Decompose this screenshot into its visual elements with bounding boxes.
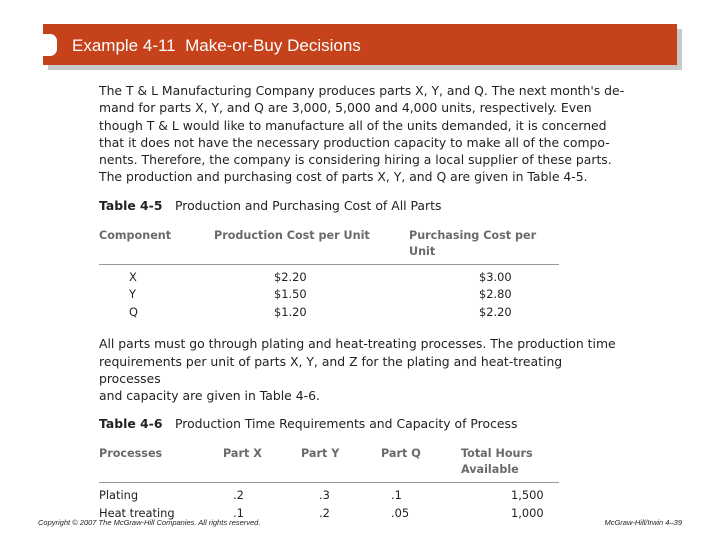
slide-content	[99, 82, 627, 522]
slide-title: Example 4-11 Make-or-Buy Decisions	[72, 36, 361, 55]
title-bar-tab	[43, 34, 57, 56]
cell: 1,000	[511, 505, 544, 520]
column-header: Part Q	[381, 447, 421, 461]
column-header: Part X	[223, 447, 262, 461]
intro-paragraph	[99, 82, 627, 186]
table-header-row	[99, 446, 627, 478]
header-divider	[99, 482, 559, 483]
table-header-row	[99, 228, 627, 260]
table-4-6-caption	[99, 416, 627, 432]
cell: Q	[129, 304, 138, 319]
table-title: Production Time Requirements and Capacity of Process	[175, 416, 518, 432]
table-4-6	[99, 446, 627, 522]
cell: X	[129, 269, 137, 284]
table-4-5	[99, 228, 627, 322]
table-row	[99, 304, 627, 322]
column-header: Component	[99, 228, 172, 242]
intro-line: The production and purchasing cost of parts X, Y, and Q are given in Table 4-5.	[99, 169, 588, 185]
cell: .2	[233, 488, 244, 503]
column-header: Production Cost per Unit	[214, 228, 370, 242]
cell: .05	[391, 505, 410, 520]
header-divider	[99, 264, 559, 265]
cell: $2.80	[479, 287, 512, 302]
cell: Y	[129, 287, 136, 302]
table-row	[99, 269, 627, 287]
cell: $1.20	[274, 304, 307, 319]
intro-line: The T & L Manufacturing Company produces parts X, Y, and Q. The next month's de-	[99, 83, 625, 98]
cell: Heat treating	[99, 505, 175, 520]
cell: .2	[319, 505, 330, 520]
intro-line: though T & L would like to manufacture all of the units demanded, it is concerned	[99, 117, 607, 133]
page-number: McGraw-Hill/Irwin 4–39	[604, 518, 682, 527]
cell: 1,500	[511, 488, 544, 503]
cell: $3.00	[479, 269, 512, 284]
table-row	[99, 286, 627, 304]
cell: .1	[233, 505, 244, 520]
column-header: Purchasing Cost per Unit	[409, 228, 537, 258]
table-4-5-caption	[99, 198, 627, 214]
middle-line: All parts must go through plating and heat-treating processes. The production time	[99, 336, 616, 352]
cell: $1.50	[274, 287, 307, 302]
cell: $2.20	[274, 269, 307, 284]
intro-line: that it does not have the necessary production capacity to make all of the compo-	[99, 134, 610, 150]
table-title: Production and Purchasing Cost of All Parts	[175, 197, 442, 213]
copyright-notice: Copyright © 2007 The McGraw-Hill Companies. All rights reserved.	[38, 518, 261, 527]
intro-line: nents. Therefore, the company is considering hiring a local supplier of these parts.	[99, 152, 612, 168]
cell: .1	[391, 488, 402, 503]
column-header: Processes	[99, 447, 163, 461]
middle-paragraph	[99, 335, 627, 404]
middle-line: and capacity are given in Table 4-6.	[99, 388, 320, 404]
cell: .3	[319, 488, 330, 503]
table-number: Table 4-6	[99, 416, 163, 432]
column-header: Total Hours Available	[461, 447, 533, 477]
table-row	[99, 487, 627, 505]
column-header: Part Y	[301, 447, 340, 461]
cell: $2.20	[479, 304, 512, 319]
table-number: Table 4-5	[99, 197, 163, 213]
intro-line: mand for parts X, Y, and Q are 3,000, 5,000 and 4,000 units, respectively. Even	[99, 100, 592, 116]
cell: Plating	[99, 488, 139, 503]
middle-line: requirements per unit of parts X, Y, and Z for the plating and heat-treating processes	[99, 353, 563, 386]
